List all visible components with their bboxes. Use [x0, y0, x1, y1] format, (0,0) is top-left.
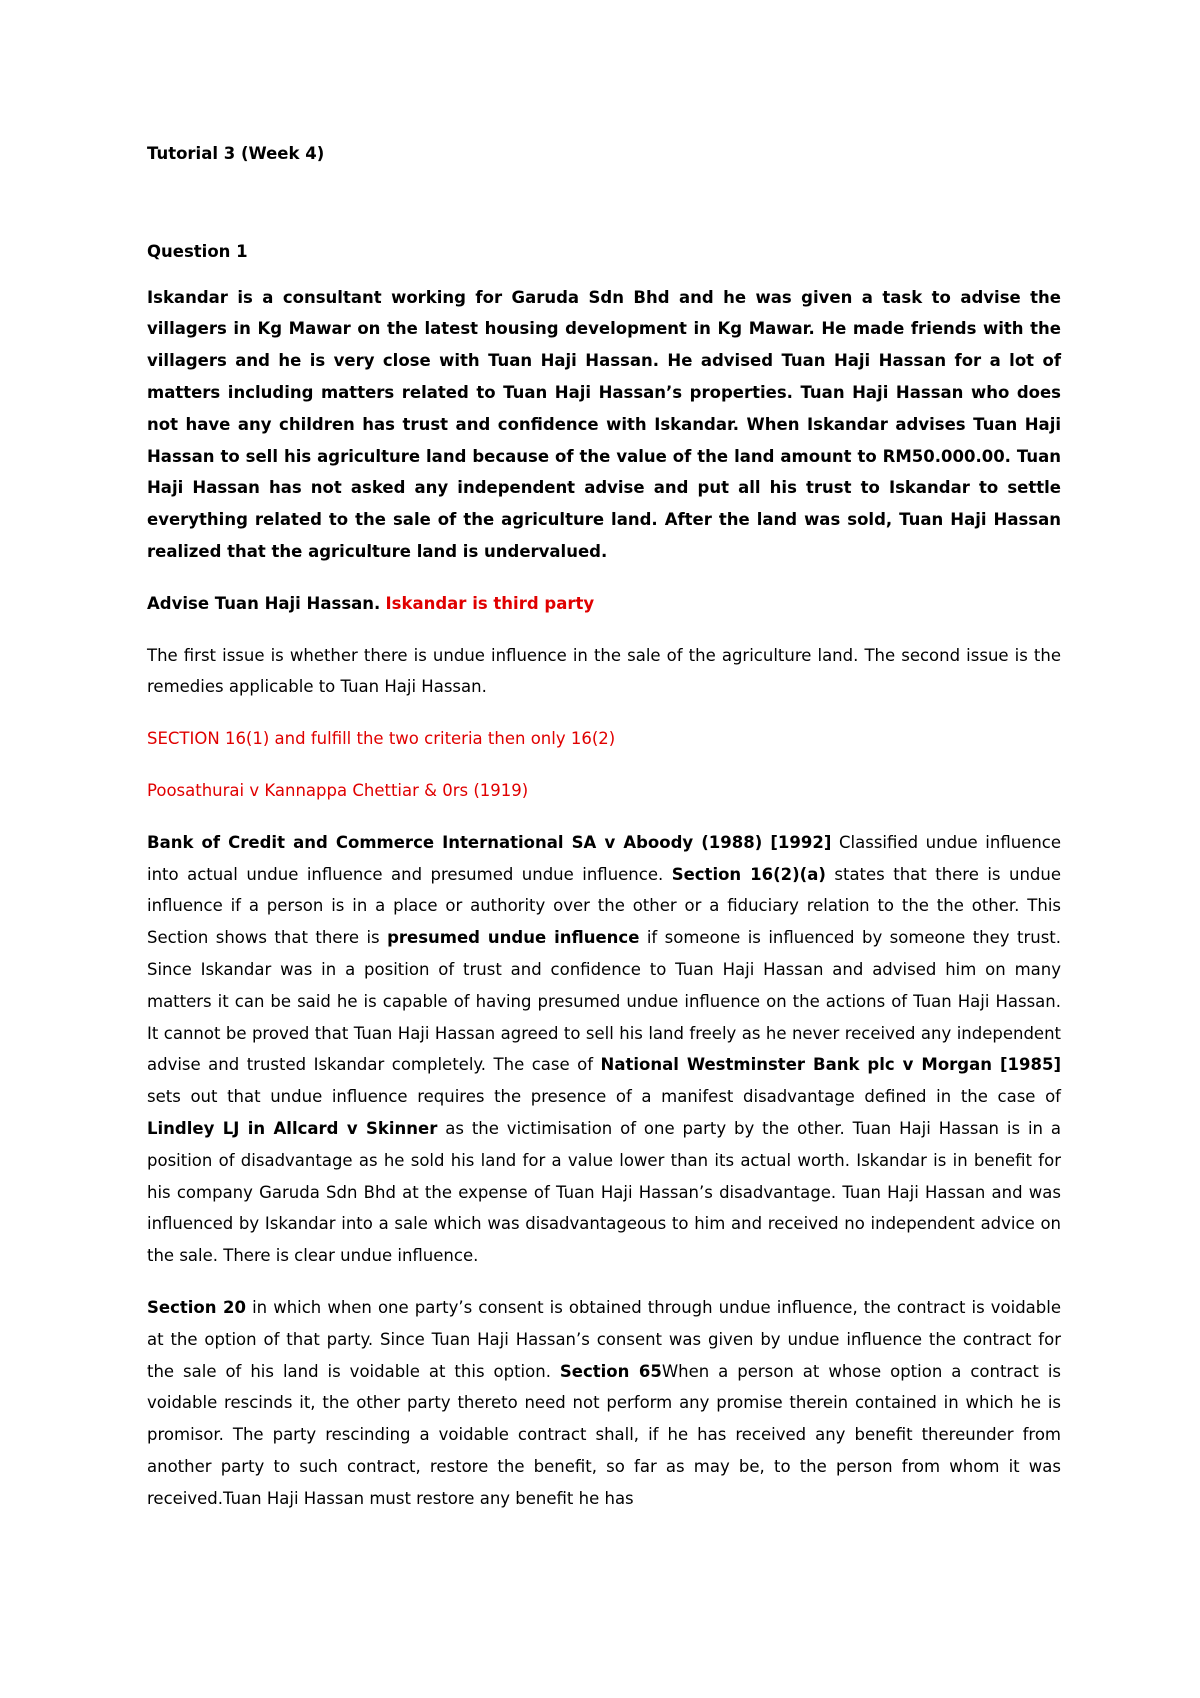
text-span: When a person at whose option a contract is voidable rescinds it, the other party thereto need not perform any promise therein contained in which he is promisor. The party rescinding a voidable contract shall, if he has received any benefit thereunder from another party to such contract, restore the benefit, so far as may be, to the person from whom it was received.Tuan Haji Hassan must restore any benefit he has: [147, 1361, 1061, 1508]
section-ref-65: Section 65: [559, 1361, 662, 1381]
document-body: [147, 138, 1061, 1534]
term-presumed-undue-influence: presumed undue influence: [387, 928, 640, 948]
advise-instruction: Advise Tuan Haji Hassan.: [147, 593, 381, 613]
text-span: sets out that undue influence requires the presence of a manifest disadvantage defined in the case of: [147, 1087, 1061, 1107]
analysis-paragraph: [147, 827, 1061, 1272]
case-citation-bcci: Bank of Credit and Commerce International SA v Aboody (1988) [1992]: [147, 832, 832, 852]
text-span: Classified undue influence into actual undue influence and presumed undue influence.: [147, 832, 1062, 884]
issues-paragraph: The first issue is whether there is undue influence in the sale of the agriculture land. The second issue is the remedies applicable to Tuan Haji Hassan.: [147, 645, 1061, 697]
section-ref-20: Section 20: [147, 1297, 247, 1317]
document-title: Tutorial 3 (Week 4): [147, 144, 325, 163]
section-ref-16-2-a: Section 16(2)(a): [671, 864, 826, 884]
text-span: states that there is undue influence if a person is in a place or authority over the other or a fiduciary relation to the the other. This Section shows that there is: [147, 864, 1061, 948]
question-text: Iskandar is a consultant working for Garuda Sdn Bhd and he was given a task to advise the villagers in Kg Mawar on the latest housing development in Kg Mawar. He made friends with the villagers and he is very close with Tuan Haji Hassan. He advised Tuan Haji Hassan for a lot of matters including matters related to Tuan Haji Hassan’s properties. Tuan Haji Hassan who does not have any children has trust and confidence with Iskandar. When Iskandar advises Tuan Haji Hassan to sell his agriculture land because of the value of the land amount to RM50.000.00. Tuan Haji Hassan has not asked any independent advise and put all his trust to Iskandar to settle everything related to the sale of the agriculture land. After the land was sold, Tuan Haji Hassan realized that the agriculture land is undervalued.: [147, 287, 1061, 561]
text-span: in which when one party’s consent is obtained through undue influence, the contract is voidable at the option of that party. Since Tuan Haji Hassan’s consent was given by undue influence the contract for the sale of his land is voidable at this option.: [147, 1297, 1061, 1381]
case-citation-natwest: National Westminster Bank plc v Morgan [1985]: [600, 1055, 1061, 1075]
red-note-case: Poosathurai v Kannappa Chettiar & 0rs (1919): [147, 780, 529, 800]
red-note-section: SECTION 16(1) and fulfill the two criteria then only 16(2): [147, 729, 616, 749]
text-span: if someone is influenced by someone they trust. Since Iskandar was in a position of trust and confidence to Tuan Haji Hassan and advised him on many matters it can be said he is capable of having presumed undue influence on the actions of Tuan Haji Hassan. It cannot be proved that Tuan Haji Hassan agreed to sell his land freely as he never received any independent advise and trusted Iskandar completely. The case of: [147, 928, 1062, 1075]
advise-note: Iskandar is third party: [385, 593, 595, 613]
text-span: as the victimisation of one party by the other. Tuan Haji Hassan is in a position of disadvantage as he sold his land for a value lower than its actual worth. Iskandar is in benefit for his company Garuda Sdn Bhd at the expense of Tuan Haji Hassan’s disadvantage. Tuan Haji Hassan and was influenced by Iskandar into a sale which was disadvantageous to him and received no independent advice on the sale. There is clear undue influence.: [147, 1118, 1061, 1266]
case-citation-allcard: Lindley LJ in Allcard v Skinner: [147, 1118, 438, 1138]
question-heading: Question 1: [147, 241, 248, 261]
advise-line: [147, 588, 1061, 620]
remedies-paragraph: [147, 1292, 1061, 1515]
